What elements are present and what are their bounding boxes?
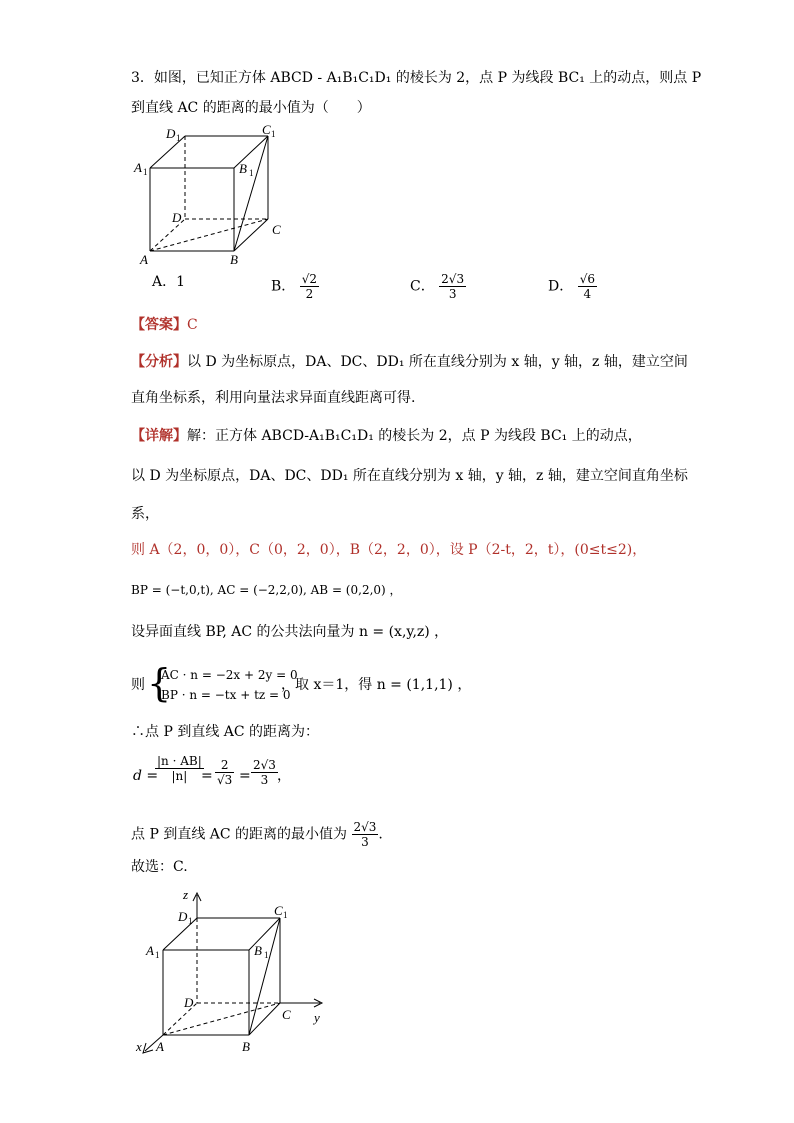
- cube-figure-2: [128, 885, 338, 1060]
- label-A1: A: [134, 160, 142, 175]
- distance-intro-line: ∴点 P 到直线 AC 的距离为：: [131, 724, 320, 740]
- answer-line: 【答案】C: [131, 317, 198, 333]
- label-C: C: [272, 222, 281, 237]
- axis-x-label: x: [136, 1039, 142, 1054]
- detail-line-4: 则 A（2，0，0），C（0，2，0），B（2，2，0），设 P（2-t，2，t），(0≤t≤2)，: [131, 542, 647, 558]
- svg-text:1: 1: [155, 950, 160, 960]
- svg-text:1: 1: [176, 133, 181, 143]
- choice-line: 故选：C.: [131, 859, 188, 875]
- svg-text:1: 1: [264, 950, 269, 960]
- analysis-line-2: 直角坐标系，利用向量法求异面直线距离可得.: [131, 390, 416, 406]
- option-c: C． $\frac{2√3}{3}$: [410, 272, 465, 301]
- svg-text:1: 1: [249, 168, 254, 178]
- label-B1: B: [254, 943, 262, 958]
- label-D: D: [172, 210, 182, 225]
- detail-line-2: 以 D 为坐标原点，DA、DC、DD₁ 所在直线分别为 x 轴，y 轴，z 轴，建立空间直角坐标: [131, 468, 688, 484]
- equation-row-2: BP · n = −tx + tz = 0: [161, 688, 291, 702]
- cube-figure-1: [128, 118, 288, 268]
- label-B: B: [242, 1039, 250, 1054]
- detail-normal-vector-line: 设异面直线 BP, AC 的公共法向量为 n = (x,y,z) ，: [131, 624, 449, 640]
- label-B: B: [230, 252, 238, 267]
- svg-text:1: 1: [143, 167, 148, 177]
- option-b: B． $\frac{√2}{2}$: [271, 272, 318, 301]
- label-C1: C: [274, 903, 283, 918]
- label-C1: C: [262, 122, 271, 137]
- label-D1: D: [166, 126, 176, 141]
- label-D: D: [184, 995, 194, 1010]
- option-d: D． $\frac{√6}{4}$: [548, 272, 595, 301]
- question-line-2: 到直线 AC 的距离的最小值为（ ）: [131, 100, 371, 116]
- label-A: A: [140, 252, 148, 267]
- question-line-1: 3．如图，已知正方体 ABCD - A₁B₁C₁D₁ 的棱长为 2，点 P 为线段 BC₁ 上的动点，则点 P: [131, 70, 702, 86]
- analysis-line-1: 【分析】以 D 为坐标原点，DA、DC、DD₁ 所在直线分别为 x 轴，y 轴，z 轴，建立空间: [131, 354, 688, 370]
- label-B1: B: [239, 161, 247, 176]
- detail-line-3: 系，: [131, 506, 159, 522]
- equation-row-1: AC · n = −2x + 2y = 0: [161, 668, 298, 682]
- label-D1: D: [178, 909, 188, 924]
- min-distance-line: 点 P 到直线 AC 的距离的最小值为 $\frac{2√3}{3}$ .: [131, 820, 383, 849]
- label-A: A: [156, 1039, 164, 1054]
- svg-text:1: 1: [283, 910, 288, 920]
- axis-z-label: z: [183, 887, 189, 902]
- option-a: A．1: [152, 274, 186, 290]
- axis-y-label: y: [314, 1010, 320, 1025]
- svg-text:1: 1: [271, 129, 276, 139]
- label-C: C: [282, 1007, 291, 1022]
- detail-line-1: 【详解】解：正方体 ABCD-A₁B₁C₁D₁ 的棱长为 2，点 P 为线段 BC₁ 上的动点，: [131, 428, 642, 444]
- svg-text:1: 1: [188, 916, 193, 926]
- label-A1: A: [146, 943, 154, 958]
- detail-vectors-line: BP = (−t,0,t), AC = (−2,2,0), AB = (0,2,0) ，: [131, 583, 402, 597]
